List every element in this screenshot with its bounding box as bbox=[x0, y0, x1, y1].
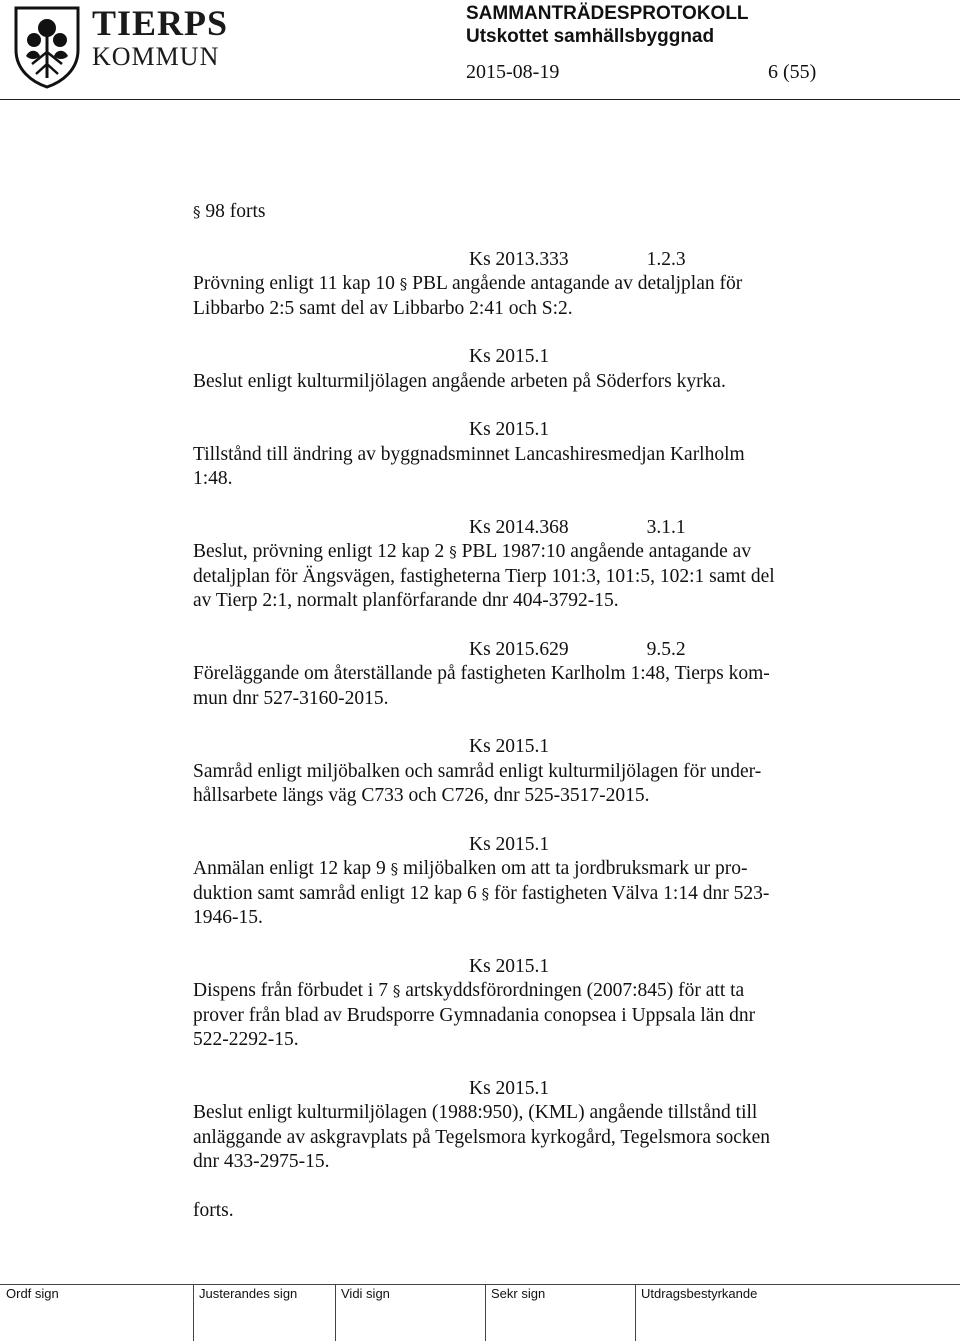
text-segment: artskyddsförordningen (2007:845) för att ta bbox=[400, 980, 745, 1001]
section-symbol: § bbox=[481, 884, 490, 903]
text-segment: för fastigheten Välva 1:14 dnr 523- bbox=[489, 882, 770, 904]
header-divider bbox=[0, 99, 960, 100]
item-text-line bbox=[193, 857, 883, 882]
signature-label: Ordf sign bbox=[6, 1286, 59, 1301]
case-number: Ks 2015.1 bbox=[469, 419, 550, 440]
signature-field-secretary bbox=[485, 1285, 635, 1341]
case-reference bbox=[193, 345, 883, 370]
item-text-line bbox=[193, 1150, 883, 1175]
signature-label: Justerandes sign bbox=[199, 1286, 298, 1301]
item-text-line bbox=[193, 272, 883, 297]
section-symbol: § bbox=[449, 543, 457, 561]
section-title: 98 forts bbox=[200, 201, 266, 222]
committee-name: Utskottet samhällsbyggnad bbox=[466, 26, 715, 47]
item-text-line bbox=[193, 662, 883, 687]
text-segment: detaljplan för Ängsvägen, fastigheterna Tierp 101:3, 101:5, 102:1 samt del bbox=[193, 565, 775, 587]
item-text-line bbox=[193, 687, 883, 712]
case-code: 1.2.3 bbox=[646, 248, 686, 270]
text-segment: duktion samt samråd enligt 12 kap 6 bbox=[193, 882, 482, 904]
text-segment: Samråd enligt miljöbalken och samråd enligt kulturmiljölagen för under- bbox=[193, 760, 762, 782]
text-segment: Föreläggande om återställande på fastigheten Karlholm 1:48, Tierps kom- bbox=[193, 663, 770, 684]
case-reference bbox=[193, 248, 883, 273]
item-list bbox=[193, 248, 883, 1175]
agenda-item bbox=[193, 248, 883, 322]
text-segment: miljöbalken om att ta jordbruksmark ur pro- bbox=[398, 858, 748, 879]
case-reference bbox=[193, 955, 883, 980]
item-text-line bbox=[193, 443, 883, 468]
logo-line1: TIERPS bbox=[92, 3, 229, 43]
section-symbol: § bbox=[399, 275, 408, 293]
signature-field-certification bbox=[635, 1285, 907, 1341]
agenda-item bbox=[193, 638, 883, 712]
agenda-item bbox=[193, 345, 883, 394]
protocol-body bbox=[193, 200, 883, 1223]
section-symbol: § bbox=[193, 203, 201, 221]
section-symbol: § bbox=[390, 860, 399, 878]
text-segment: PBL angående antagande av detaljplan för bbox=[407, 273, 743, 294]
case-number: Ks 2015.1 bbox=[469, 346, 550, 367]
page-number: 6 (55) bbox=[768, 61, 817, 83]
agenda-item bbox=[193, 418, 883, 492]
item-text-line bbox=[193, 565, 883, 590]
case-reference bbox=[193, 516, 883, 541]
signature-label: Utdragsbestyrkande bbox=[641, 1286, 758, 1301]
signature-label: Sekr sign bbox=[491, 1286, 546, 1301]
signature-field-adjuster bbox=[193, 1285, 335, 1341]
protocol-title: SAMMANTRÄDESPROTOKOLL bbox=[466, 3, 749, 24]
case-number: Ks 2015.1 bbox=[469, 833, 550, 855]
case-code: 3.1.1 bbox=[646, 516, 686, 538]
municipality-logo bbox=[12, 3, 229, 89]
text-segment: PBL 1987:10 angående antagande av bbox=[456, 541, 752, 562]
case-number: Ks 2014.368 bbox=[469, 516, 569, 538]
text-segment: Beslut, prövning enligt 12 kap 2 bbox=[193, 541, 450, 562]
signature-field-chair bbox=[0, 1285, 193, 1341]
text-segment: Prövning enligt 11 kap 10 bbox=[193, 273, 400, 294]
case-number: Ks 2013.333 bbox=[469, 248, 569, 270]
text-segment: mun dnr 527-3160-2015. bbox=[193, 687, 389, 709]
signature-label: Vidi sign bbox=[341, 1286, 390, 1301]
item-text-line bbox=[193, 760, 883, 785]
text-segment: 1946-15. bbox=[193, 907, 263, 928]
text-segment: Beslut enligt kulturmiljölagen (1988:950), (KML) angående tillstånd till bbox=[193, 1102, 758, 1123]
text-segment: 1:48. bbox=[193, 468, 233, 489]
agenda-item bbox=[193, 735, 883, 809]
agenda-item bbox=[193, 833, 883, 931]
text-segment: prover från blad av Brudsporre Gymnadania conopsea i Uppsala län dnr bbox=[193, 1004, 756, 1026]
item-text-line bbox=[193, 370, 883, 395]
item-text-line bbox=[193, 906, 883, 931]
crest-icon bbox=[12, 4, 82, 89]
item-text-line bbox=[193, 467, 883, 492]
section-symbol: § bbox=[392, 982, 401, 1000]
item-text-line bbox=[193, 979, 883, 1004]
text-segment: Anmälan enligt 12 kap 9 bbox=[193, 858, 391, 879]
logo-line2: KOMMUN bbox=[92, 42, 220, 71]
text-segment: anläggande av askgravplats på Tegelsmora kyrkogård, Tegelsmora socken bbox=[193, 1126, 771, 1148]
section-heading bbox=[193, 200, 883, 225]
item-text-line bbox=[193, 1004, 883, 1029]
item-text-line bbox=[193, 882, 883, 907]
case-reference bbox=[193, 833, 883, 858]
case-reference bbox=[193, 735, 883, 760]
text-segment: hållsarbete längs väg C733 och C726, dnr 525-3517-2015. bbox=[193, 785, 650, 806]
signature-field-vidi bbox=[335, 1285, 485, 1341]
case-number: Ks 2015.629 bbox=[469, 638, 569, 660]
agenda-item bbox=[193, 1077, 883, 1175]
agenda-item bbox=[193, 516, 883, 614]
case-number: Ks 2015.1 bbox=[469, 736, 550, 757]
text-segment: 522-2292-15. bbox=[193, 1029, 299, 1050]
case-code: 9.5.2 bbox=[646, 638, 686, 660]
case-number: Ks 2015.1 bbox=[469, 955, 550, 977]
meeting-date: 2015-08-19 bbox=[466, 61, 560, 83]
item-text-line bbox=[193, 1126, 883, 1151]
text-segment: Libbarbo 2:5 samt del av Libbarbo 2:41 och S:2. bbox=[193, 297, 573, 319]
text-segment: Dispens från förbudet i 7 bbox=[193, 980, 393, 1001]
case-reference bbox=[193, 418, 883, 443]
item-text-line bbox=[193, 589, 883, 614]
item-text-line bbox=[193, 1028, 883, 1053]
item-text-line bbox=[193, 784, 883, 809]
item-text-line bbox=[193, 540, 883, 565]
case-reference bbox=[193, 638, 883, 663]
text-segment: Tillstånd till ändring av byggnadsminnet Lancashiresmedjan Karlholm bbox=[193, 443, 745, 465]
text-segment: av Tierp 2:1, normalt planförfarande dnr 404-3792-15. bbox=[193, 590, 619, 611]
agenda-item bbox=[193, 955, 883, 1053]
item-text-line bbox=[193, 297, 883, 322]
text-segment: Beslut enligt kulturmiljölagen angående arbeten på Söderfors kyrka. bbox=[193, 370, 726, 392]
case-number: Ks 2015.1 bbox=[469, 1077, 550, 1099]
item-text-line bbox=[193, 1101, 883, 1126]
case-reference bbox=[193, 1077, 883, 1102]
signature-footer bbox=[0, 1285, 960, 1341]
text-segment: dnr 433-2975-15. bbox=[193, 1151, 330, 1172]
continued-note: forts. bbox=[193, 1199, 234, 1221]
